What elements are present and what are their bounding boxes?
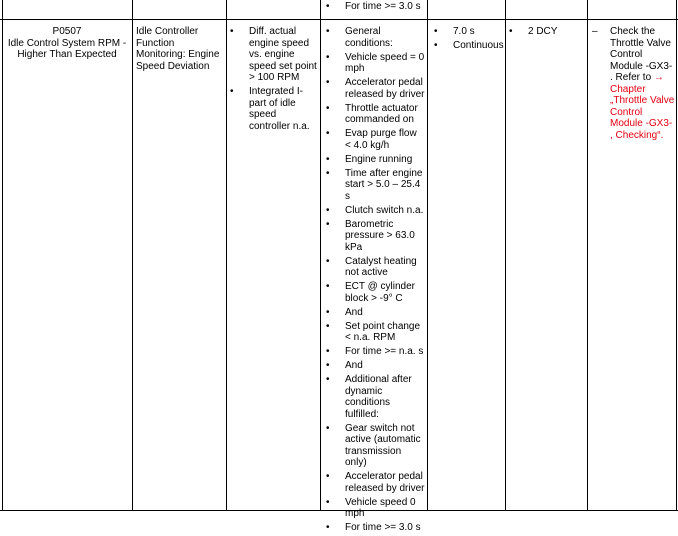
enable-condition: • General conditions: — [325, 26, 425, 49]
enable-condition: • Accelerator pedal released by driver — [325, 471, 425, 494]
dtc-cell — [4, 26, 130, 61]
component-cell — [136, 26, 224, 72]
enable-condition: • Barometric pressure > 63.0 kPa — [325, 219, 425, 254]
malfunction-criteria-cell — [229, 26, 319, 135]
enable-condition: • Vehicle speed = 0 mph — [325, 52, 425, 75]
column-separator — [676, 0, 677, 511]
enable-condition: • Accelerator pedal released by driver — [325, 77, 425, 100]
mil-illumination-item: • 2 DCY — [508, 26, 586, 38]
enable-condition: • Additional after dynamic conditions fulfilled: — [325, 374, 425, 420]
column-separator — [427, 0, 428, 511]
time-required-item: • 7.0 s — [433, 26, 505, 38]
dtc-description: Idle Control System RPM - Higher Than Expected — [7, 37, 127, 60]
enable-condition: • Set point change < n.a. RPM — [325, 321, 425, 344]
previous-row-enable-conditions — [325, 1, 425, 15]
dtc-code: P0507 — [52, 26, 82, 37]
row-separator-top — [0, 19, 678, 20]
time-required-item: • Continuous — [433, 40, 505, 52]
mil-illumination-list — [508, 26, 586, 38]
enable-condition: • Gear switch not active (automatic transmission only) — [325, 423, 425, 469]
column-separator — [505, 0, 506, 511]
repair-instruction — [590, 26, 676, 141]
enable-condition: • For time >= n.a. s — [325, 346, 425, 358]
column-separator — [132, 0, 133, 511]
column-separator — [587, 0, 588, 511]
enable-condition: • Catalyst heating not active — [325, 256, 425, 279]
repair-text: Check the Throttle Valve Control Module -GX3- . Refer to — [610, 26, 673, 83]
enable-condition: • For time >= 3.0 s — [325, 522, 425, 534]
column-separator — [2, 0, 3, 511]
enable-condition: • ECT @ cylinder block > -9° C — [325, 281, 425, 304]
chapter-link[interactable]: Chapter „Throttle Valve Control Module -GX3- , Checking“. — [610, 83, 675, 141]
enable-condition: • Evap purge flow < 4.0 kg/h — [325, 128, 425, 151]
column-separator — [226, 0, 227, 511]
repair-cell — [590, 26, 676, 141]
column-separator — [320, 0, 321, 511]
enable-condition: • Throttle actuator commanded on — [325, 103, 425, 126]
arrow-right-icon: → — [653, 72, 664, 83]
dash-marker: – — [592, 26, 598, 37]
malfunction-criterion: • Diff. actual engine speed vs. engine speed set point > 100 RPM — [229, 26, 319, 84]
mil-illumination-cell — [508, 26, 586, 40]
malfunction-criteria-list — [229, 26, 319, 132]
enable-condition: • And — [325, 307, 425, 319]
malfunction-criterion: • Integrated I-part of idle speed controller n.a. — [229, 86, 319, 132]
enable-condition: • Vehicle speed 0 mph — [325, 497, 425, 520]
enable-condition: • And — [325, 360, 425, 372]
time-required-list — [433, 26, 505, 52]
enable-condition: • Time after engine start > 5.0 – 25.4 s — [325, 168, 425, 203]
enable-condition: • For time >= 3.0 s — [325, 1, 425, 13]
enable-conditions-cell — [325, 26, 425, 536]
time-required-cell — [433, 26, 505, 54]
enable-condition: • Engine running — [325, 154, 425, 166]
component-description: Idle Controller Function Monitoring: Engine Speed Deviation — [136, 26, 220, 72]
enable-condition: • Clutch switch n.a. — [325, 205, 425, 217]
enable-conditions-list — [325, 26, 425, 534]
